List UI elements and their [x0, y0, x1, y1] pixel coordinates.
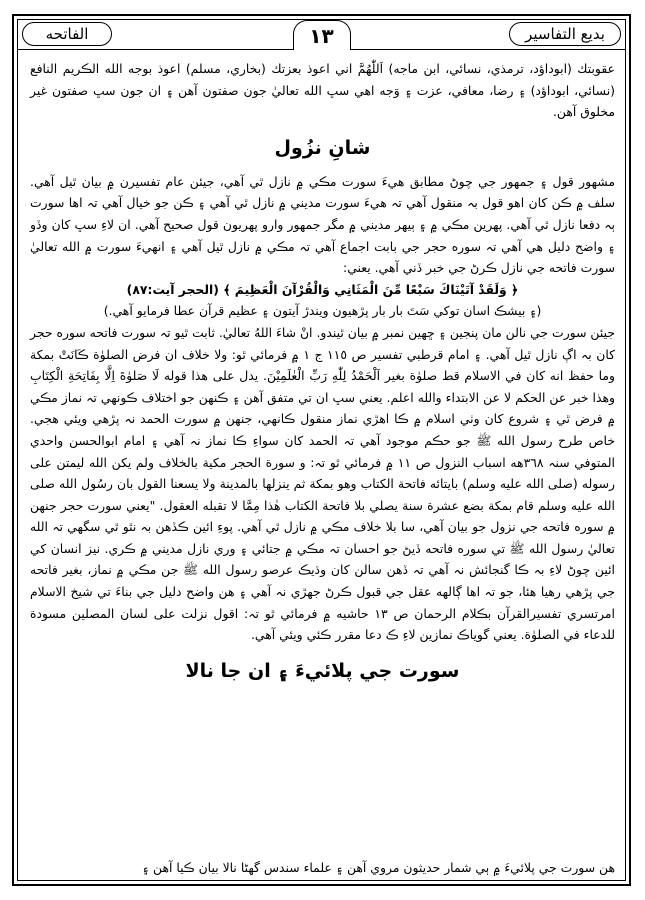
intro-line: عقوبتك (ابوداؤد، ترمذي، نسائي، ابن ماجه) اَللّٰهُمَّ اني اعوذ بعزتك (بخاري، مسلم) اعوذ بوجه الله الڪريم — [62, 61, 615, 76]
page-content — [30, 58, 615, 694]
intro-line: النافع (نسائي، ابوداؤد) ۽ رضا، معافي، عزت ۽ وَجه اهي سڀ الله تعاليٰ جون صفتون آهن ۽ ان جون سڀ — [30, 61, 615, 98]
section-heading-shan-nuzool: شانِ نزُول — [274, 136, 371, 159]
para-line: لسان المصلين مسودة للدعاء في الصلوٰة. يعني گوياڪ نمازين لاءِ ڪ دعا مقرر ڪئي ويئي آهي. — [30, 605, 615, 643]
para-line: جيئن سورت جي نالن مان پنجين ۽ ڇهين نمبر ۾ بيان ٿيندو. انْ شاءَ اللهُ تعاليٰ. ثابت ٿيو تہ — [159, 324, 615, 340]
para-line: الكتاب وهو بمكة ثم ينزلها بالمدينة ولا يسعنا القول بان رسُول الله صلى الله عليه وسلم قام بمكة بضع عشرة — [30, 476, 615, 513]
para-line: ﷺ تي سوره فاتحه ڏيڻ جو احسان تہ مڪي ۾ جتائي ۽ وري نازل مديني ۾ ڪري. نيز انسان کي ائين — [30, 540, 615, 578]
book-title-tag — [509, 22, 621, 46]
para-line: فرمائي ٿو تہ: و سورة الحجر مكية بالخلاف ولم يكن الله ليمتن على رسوله (صلى الله عليه وسلم) بايتائه فاتحة — [30, 454, 616, 492]
para-line: هذا قوله لَا صَلوٰةَ اِلَّا بِفَاتِحَةِ الْكِتَابِ وهذا خبر عن الحكم لا عن الابتداء والله اعلم. يعني سڀ ان تي متفق آهن — [30, 368, 615, 405]
para-line: بيان ٿيل آهي. سلف ۾ ڪن کان اهو قول بہ منقول آهي تہ هيءَ سورت مديني ۾ نازل ٿي آهي ۽ ڪن جو — [30, 173, 615, 211]
para-line: بيان آهي، سا بلا خلاف مڪي ۾ نازل ٿي آهي. پوءِ ائين ڪڏهن بہ نٿو ٿي سگهي تہ الله تعاليٰ رسول الله — [30, 519, 615, 556]
page-header — [17, 19, 626, 50]
para-line: ڪانهي، جنهن ۾ سورت الحمد نہ پڙهي ويئي هجي. خاص طرح رسول الله ﷺ جو حڪم موجود آهي تہ — [30, 411, 615, 448]
para-line: قول صحيح آهي. ان لاءِ سڀ کان وڏو ۽ واضح دليل هي آهي تہ سوره حجر جي بابت اجماع آهي تہ مڪي ۾ — [30, 216, 615, 254]
surah-name-tag — [22, 22, 112, 46]
paragraph-2 — [30, 322, 615, 646]
para-line: سورت فاتحه سوره حجر کان بہ اڳ نازل ٿيل آهي. ۽ امام قرطبي تفسير ص ١١٥ ج ١ ۾ فرمائي ٿو: ولا — [30, 324, 615, 362]
paragraph-1 — [30, 171, 615, 279]
para-line: سنة يصلي بلا فاتحة الكتاب هٰذا مِمَّا لا تقبله العقول. "يعني سورت حجر جنهن ۾ سوره فاتحه جي نزول جو — [30, 497, 615, 535]
page-number: ١٣ — [293, 20, 351, 50]
para-line: فاتحه جي پڙهي رهيا هئا، جو تہ اها ڳالهه عقل جي قبول ڪرڻ جهڙي نہ آهي ۽ هن واضح دليل جي بناءَ — [30, 562, 615, 600]
para-line: چوڻ لاءِ بہ ڪا گنجائش نہ آهي تہ ڏهن سالن کان وڌيڪ عرصو رسول الله ﷺ جن مڪي ۾ نماز، بغير — [62, 562, 591, 578]
intro-line: صفتون غير مخلوق آهن. — [30, 82, 615, 120]
section-heading-surah-names: سورت جي پلائيءَ ۽ ان جا نالا — [185, 659, 460, 682]
para-line: مشهور قول ۽ جمهور جي چوڻ مطابق هيءَ سورت مڪي ۾ نازل ٿي آهي، جيئن عام تفسيرن ۾ — [107, 173, 615, 189]
para-line: الحمد کان سواءِ ڪا نماز نہ آهي ۽ امام ابوالحسن واحدي المتوفي سنہ ٣٦٨هه اسباب النزول ص ١١ ۾ — [30, 432, 615, 470]
surah-name: الفاتحه — [45, 25, 89, 43]
para-line: ۽ ڪنهن جو اختلاف ڪونهي تہ نماز مڪي ۾ فرض ٿي ۽ شروع کان وٺي اسلام ۾ ڪا اهڙي نماز منقول — [30, 389, 615, 427]
verse-translation: (۽ بيشڪ اسان توکي سَتَ بار بار پڙهيون ويندڙ آيتون ۽ عظيم قرآن عطا فرمايو آهي.) — [103, 303, 542, 319]
para-line: خلاف ان فرض الصلوٰة ڪَانَتْ بمكة وما حفظ انه كان في الاسلام قط صلوٰة بغير اَلْحَمْدُ لِلّٰهِ رَبِّ الْعٰلَمِيْنَ. يدل على — [30, 346, 615, 384]
book-title: بديع التفاسير — [525, 25, 605, 43]
intro-paragraph — [30, 58, 615, 123]
page-footer-line: هن سورت جي پلائيءَ ۾ ٻي شمار حديثون مروي آهن ۽ علماء سندس گهڻا نالا بيان ڪيا آهن ۽ — [141, 860, 615, 875]
para-line: خيال آهي تہ اها سورت ٻہ دفعا نازل ٿي آهي. پهرين مڪي ۾ ۽ ٻيهر مديني ۾ مگر جمهور وارو پهريون — [30, 195, 615, 232]
para-line: نازل ٿيل آهي ۽ انهيءَ سورت ۾ الله تعاليٰ سورت فاتحه جي نازل ڪرڻ جي خبر ڏني آهي. يعني: — [30, 238, 615, 276]
para-line: تي شيخ الاسلام امرتسري تفسيرالقرآن بڪلام الرحمان ص ١٣ حاشيه ۾ فرمائي ٿو تہ: اقول نزلت على — [30, 584, 615, 621]
quran-verse: ﴿ وَلَقَدْ آتَيْنَاكَ سَبْعًا مِّنَ الْمَثَانِي وَالْقُرْآنَ الْعَظِيمَ ﴾ (الحجر آيت:٨٧) — [126, 281, 519, 297]
